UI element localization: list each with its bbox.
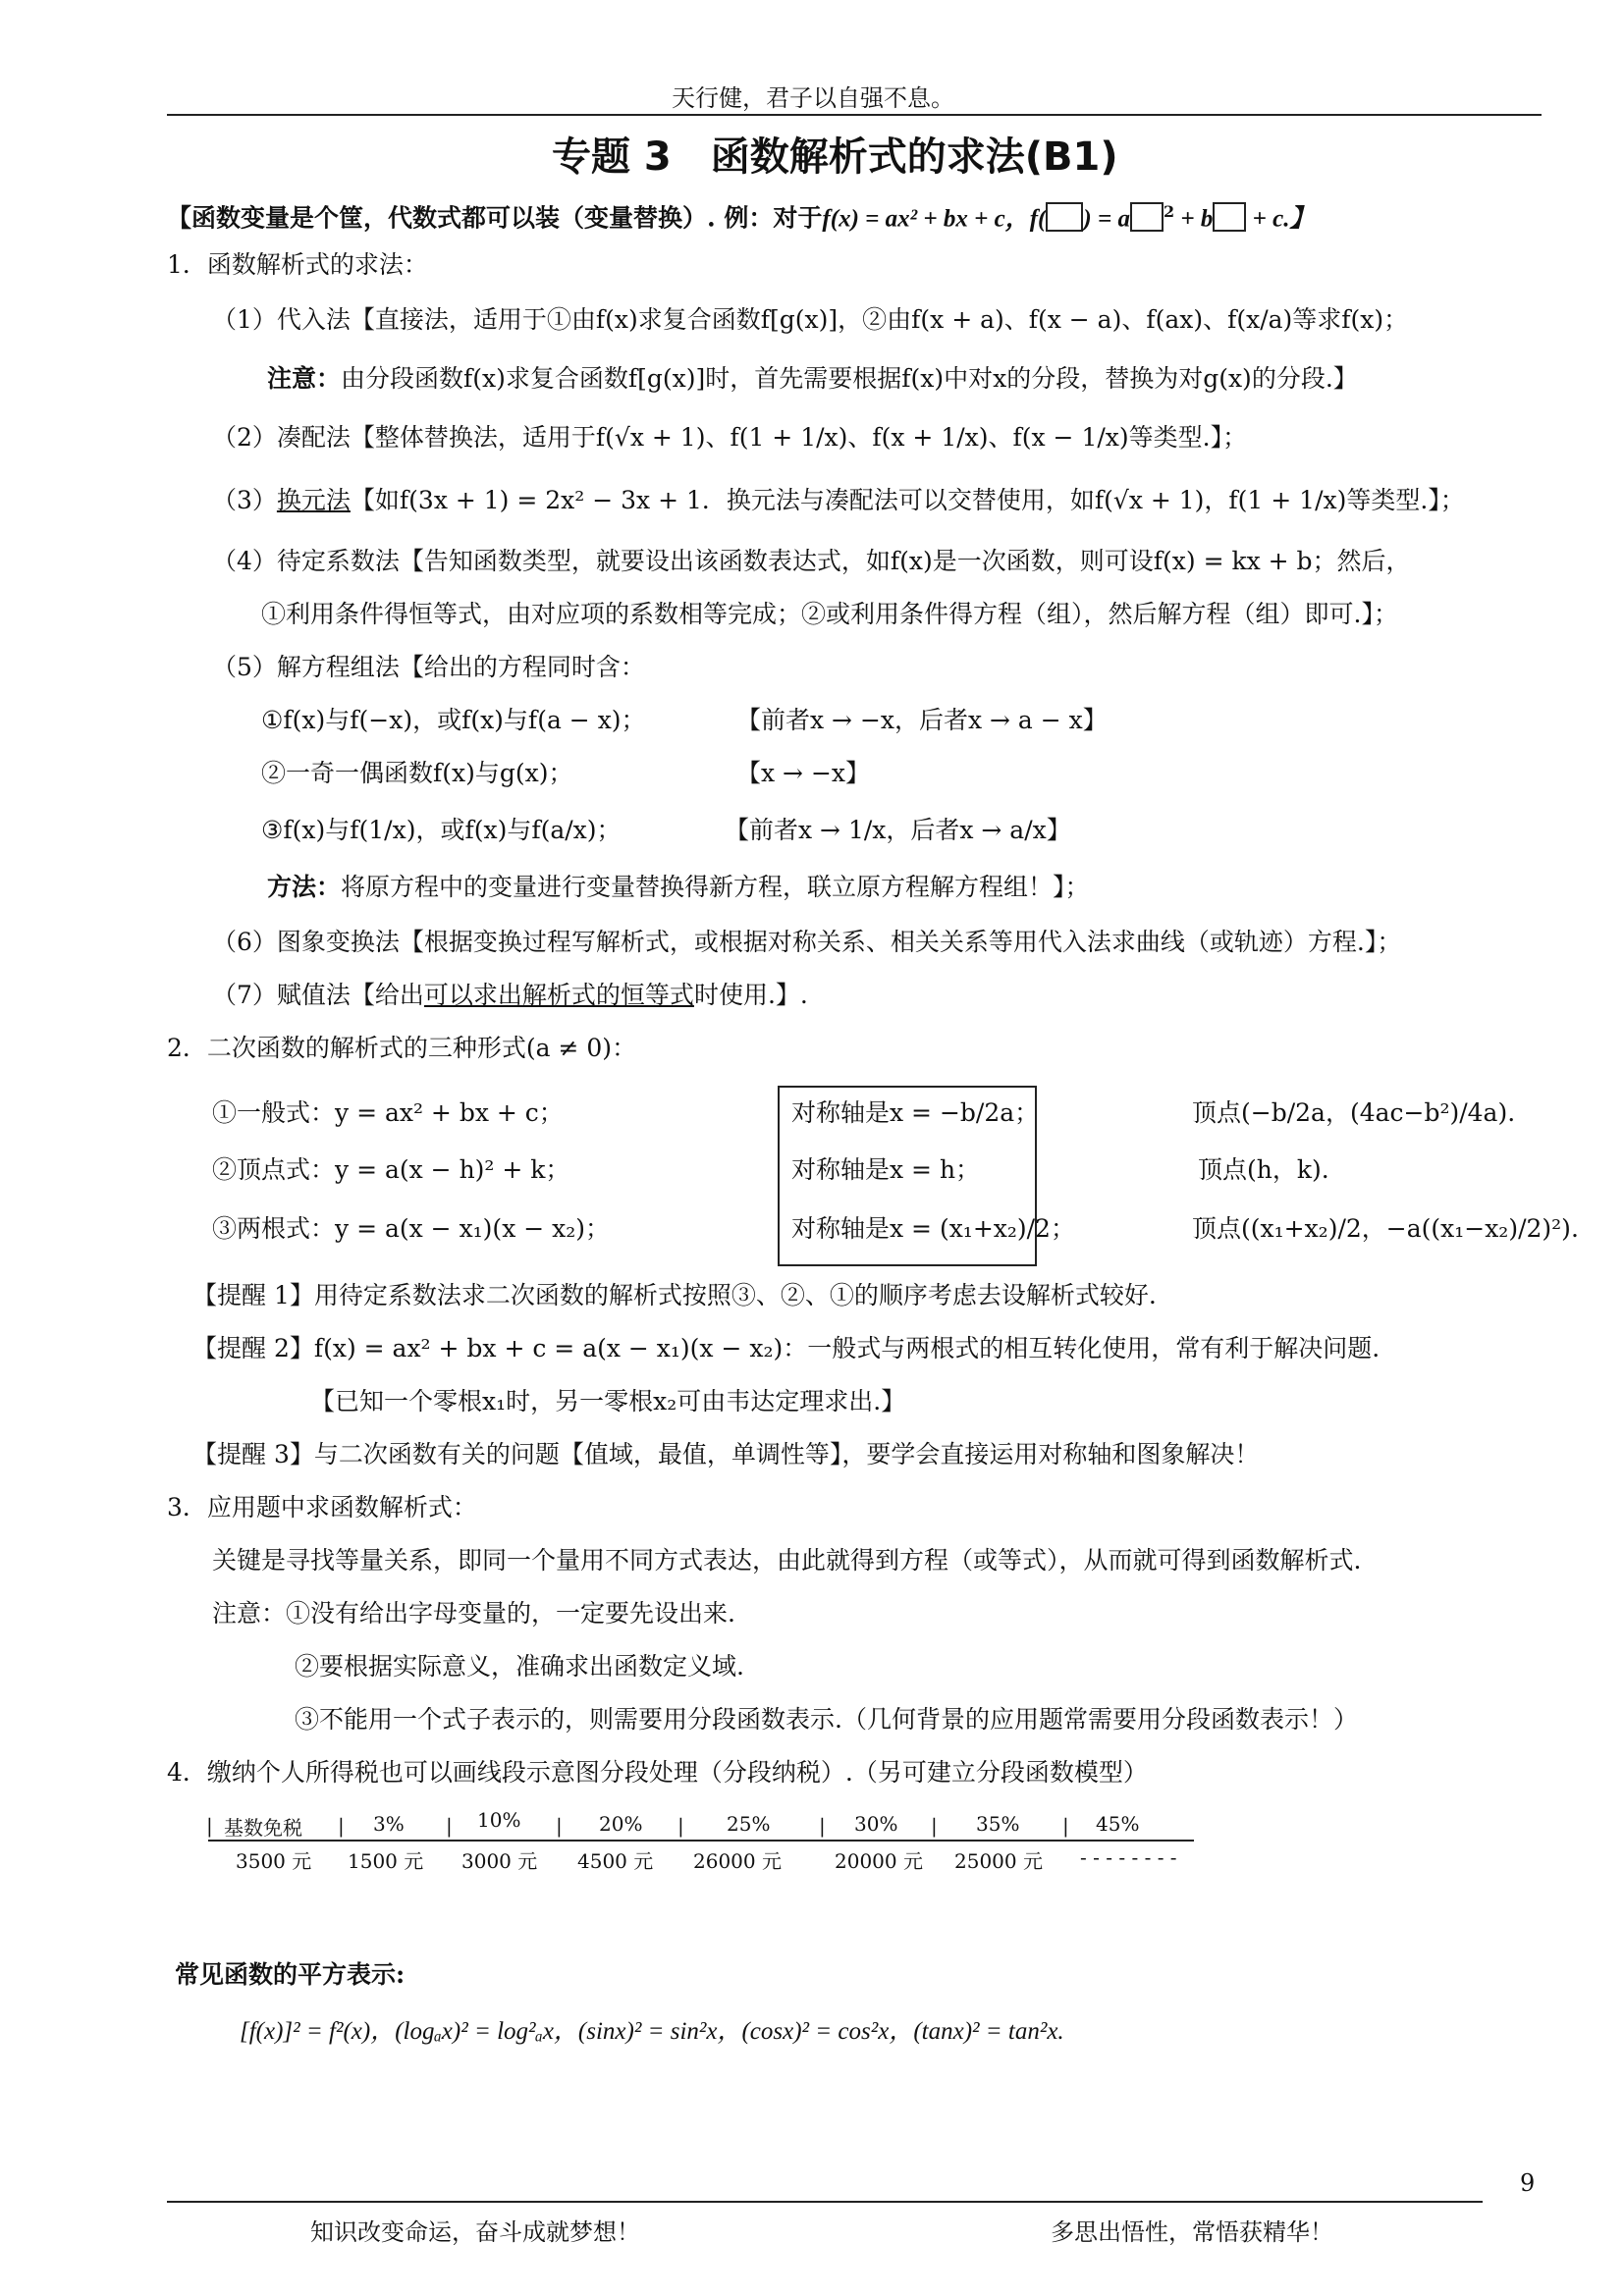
page-title: 专题 3 函数解析式的求法(B1) xyxy=(552,134,1118,180)
header-motto: 天行健，君子以自强不息。 xyxy=(672,84,954,112)
tax-rate: 20% xyxy=(599,1812,643,1836)
tax-tick: | xyxy=(446,1814,453,1838)
sec1-method-3 xyxy=(212,485,1465,516)
sec2-heading: 2．二次函数的解析式的三种形式(a ≠ 0)： xyxy=(167,1034,637,1062)
intro-box-1 xyxy=(1046,202,1083,232)
sec3-heading: 3．应用题中求函数解析式： xyxy=(167,1493,477,1522)
sec1-method-2: （2）凑配法【整体替换法，适用于f(√x + 1)、f(1 + 1/x)、f(x + 1/x)、f(x − 1/x)等类型.】； xyxy=(212,423,1248,452)
intro-box-2 xyxy=(1130,202,1164,232)
sec1-m3-name: 换元法 xyxy=(276,486,351,514)
sec1-method-5-case-2-rule: 【x → −x】 xyxy=(736,759,870,787)
sec1-heading: 1．函数解析式的求法： xyxy=(167,250,428,279)
tax-amount: 1500 元 xyxy=(348,1849,424,1873)
sec1-note-text: 由分段函数f(x)求复合函数f[g(x)]时，首先需要根据f(x)中对x的分段，替换为对g(x)的分段.】 xyxy=(341,364,1358,393)
sec3-note-1: 注意：①没有给出字母变量的，一定要先设出来. xyxy=(212,1599,735,1628)
sec2-axis-general: 对称轴是x = −b/2a； xyxy=(791,1098,1040,1127)
tax-tick: | xyxy=(206,1814,213,1838)
sec2-vertex-general: 顶点(−b/2a，(4ac−b²)/4a). xyxy=(1192,1098,1516,1127)
sec2-tip-2: 【提醒 2】f(x) = ax² + bx + c = a(x − x₁)(x − x₂)：一般式与两根式的相互转化使用，常有利于解决问题. xyxy=(192,1334,1380,1362)
sec1-method-5-case-1: ①f(x)与f(−x)，或f(x)与f(a − x)； xyxy=(261,706,646,734)
tax-amount: 20000 元 xyxy=(835,1849,923,1873)
sec2-axis-roots: 对称轴是x = (x₁+x₂)/2； xyxy=(791,1214,1075,1243)
sec2-form-vertex: ②顶点式：y = a(x − h)² + k； xyxy=(212,1155,570,1184)
sec2-tip-2b: 【已知一个零根x₁时，另一零根x₂可由韦达定理求出.】 xyxy=(310,1387,906,1415)
tax-rate: 10% xyxy=(477,1808,521,1832)
sec1-method-5: （5）解方程组法【给出的方程同时含： xyxy=(212,653,645,681)
squares-heading: 常见函数的平方表示: xyxy=(175,1960,406,1989)
intro-plus-c: + c.】 xyxy=(1246,205,1315,233)
tax-tick: | xyxy=(819,1814,826,1838)
tax-amount: - - - - - - - - xyxy=(1080,1845,1177,1869)
sec2-tip-3: 【提醒 3】与二次函数有关的问题【值域，最值，单调性等】，要学会直接运用对称轴和图象解决！ xyxy=(192,1440,1260,1468)
sec1-method-1: （1）代入法【直接法，适用于①由f(x)求复合函数f[g(x)]，②由f(x + a)、f(x − a)、f(ax)、f(x/a)等求f(x)； xyxy=(212,305,1409,334)
tax-tick: | xyxy=(556,1814,563,1838)
intro-formula: f(x) = ax² + bx + c xyxy=(822,205,1005,233)
sec1-m7-underlined: 可以求出解析式的恒等式 xyxy=(423,981,694,1009)
sec1-method-4: （4）待定系数法【告知函数类型，就要设出该函数表达式，如f(x)是一次函数，则可设f(x) = kx + b；然后， xyxy=(212,547,1411,575)
intro-sq: 2 xyxy=(1163,202,1175,221)
tax-tick: | xyxy=(677,1814,684,1838)
tax-amount: 26000 元 xyxy=(693,1849,782,1873)
sec3-key-idea: 关键是寻找等量关系，即同一个量用不同方式表达，由此就得到方程（或等式），从而就可得到函数解析式. xyxy=(212,1546,1362,1575)
sec2-vertex-vertex: 顶点(h，k). xyxy=(1198,1155,1329,1184)
intro-box-3 xyxy=(1213,202,1246,232)
sec1-method-5-case-2: ②一奇一偶函数f(x)与g(x)； xyxy=(261,759,573,787)
sec1-note-label: 注意： xyxy=(267,364,342,393)
sec1-method-1-note xyxy=(267,363,1358,395)
sec1-method-4b: ①利用条件得恒等式，由对应项的系数相等完成；②或利用条件得方程（组），然后解方程（组）即可.】； xyxy=(261,600,1398,628)
tax-rate: 30% xyxy=(854,1812,898,1836)
tax-amount: 25000 元 xyxy=(954,1849,1043,1873)
sec3-note-2: ②要根据实际意义，准确求出函数定义域. xyxy=(295,1652,744,1681)
sec1-method-7 xyxy=(212,980,808,1011)
sec3-note-3: ③不能用一个式子表示的，则需要用分段函数表示.（几何背景的应用题常需要用分段函数表示！） xyxy=(295,1705,1358,1734)
page-number: 9 xyxy=(1520,2169,1536,2197)
sec2-axis-vertex: 对称轴是x = h； xyxy=(791,1155,981,1184)
intro-eq: ) = a xyxy=(1083,205,1130,233)
footer-right-motto: 多思出悟性，常悟获精华！ xyxy=(1051,2218,1333,2246)
intro-prefix: 【函数变量是个筐，代数式都可以装（变量替换）. 例：对于 xyxy=(167,203,823,233)
tax-tick: | xyxy=(1062,1814,1069,1838)
sec2-form-general: ①一般式：y = ax² + bx + c； xyxy=(212,1098,564,1127)
tax-rate: 基数免税 xyxy=(224,1816,302,1840)
tax-tick: | xyxy=(338,1814,345,1838)
intro-comma: ，f( xyxy=(1004,205,1047,233)
sec1-method-5-case-3-rule: 【前者x → 1/x，后者x → a/x】 xyxy=(725,816,1071,844)
tax-amount: 4500 元 xyxy=(577,1849,654,1873)
intro-plus-b: + b xyxy=(1174,205,1214,233)
tax-rate: 45% xyxy=(1096,1812,1140,1836)
sec2-form-roots: ③两根式：y = a(x − x₁)(x − x₂)； xyxy=(212,1214,611,1243)
footer-rule xyxy=(167,2201,1483,2203)
sec1-method-label: 方法： xyxy=(267,873,342,901)
sec4-heading: 4．缴纳个人所得税也可以画线段示意图分段处理（分段纳税）.（另可建立分段函数模型） xyxy=(167,1758,1148,1787)
tax-rate: 35% xyxy=(976,1812,1020,1836)
sec1-m3-label: （3） xyxy=(212,486,277,514)
tax-tick: | xyxy=(931,1814,938,1838)
squares-formula: [f(x)]² = f²(x)，(logₐx)² = log²ₐx，(sinx)² = sin²x，(cosx)² = cos²x，(tanx)² = tan²x. xyxy=(240,2018,1064,2045)
tax-amount: 3500 元 xyxy=(236,1849,312,1873)
header-rule xyxy=(167,114,1542,116)
sec1-method-6: （6）图象变换法【根据变换过程写解析式，或根据对称关系、相关关系等用代入法求曲线（或轨迹）方程.】； xyxy=(212,928,1402,956)
tax-amount: 3000 元 xyxy=(461,1849,538,1873)
sec1-m7-b: 时使用.】. xyxy=(693,981,808,1009)
sec1-m3-text: 【如f(3x + 1) = 2x² − 3x + 1．换元法与凑配法可以交替使用，如f(√x + 1)，f(1 + 1/x)等类型.】； xyxy=(350,486,1465,514)
sec1-method-5-method xyxy=(267,872,1090,903)
sec2-tip-1: 【提醒 1】用待定系数法求二次函数的解析式按照③、②、①的顺序考虑去设解析式较好. xyxy=(192,1281,1157,1309)
sec1-m7-a: （7）赋值法【给出 xyxy=(212,981,424,1009)
sec1-method-5-case-3: ③f(x)与f(1/x)，或f(x)与f(a/x)； xyxy=(261,816,622,844)
sec1-method-text: 将原方程中的变量进行变量替换得新方程，联立原方程解方程组！】； xyxy=(341,873,1090,901)
tax-rate: 3% xyxy=(373,1812,405,1836)
tax-segment-line xyxy=(208,1840,1194,1842)
intro-line xyxy=(167,196,1314,235)
sec1-method-5-case-1-rule: 【前者x → −x，后者x → a − x】 xyxy=(736,706,1108,734)
tax-rate: 25% xyxy=(727,1812,771,1836)
footer-left-motto: 知识改变命运，奋斗成就梦想！ xyxy=(310,2218,640,2246)
sec2-vertex-roots: 顶点((x₁+x₂)/2，−a((x₁−x₂)/2)²). xyxy=(1192,1214,1579,1243)
